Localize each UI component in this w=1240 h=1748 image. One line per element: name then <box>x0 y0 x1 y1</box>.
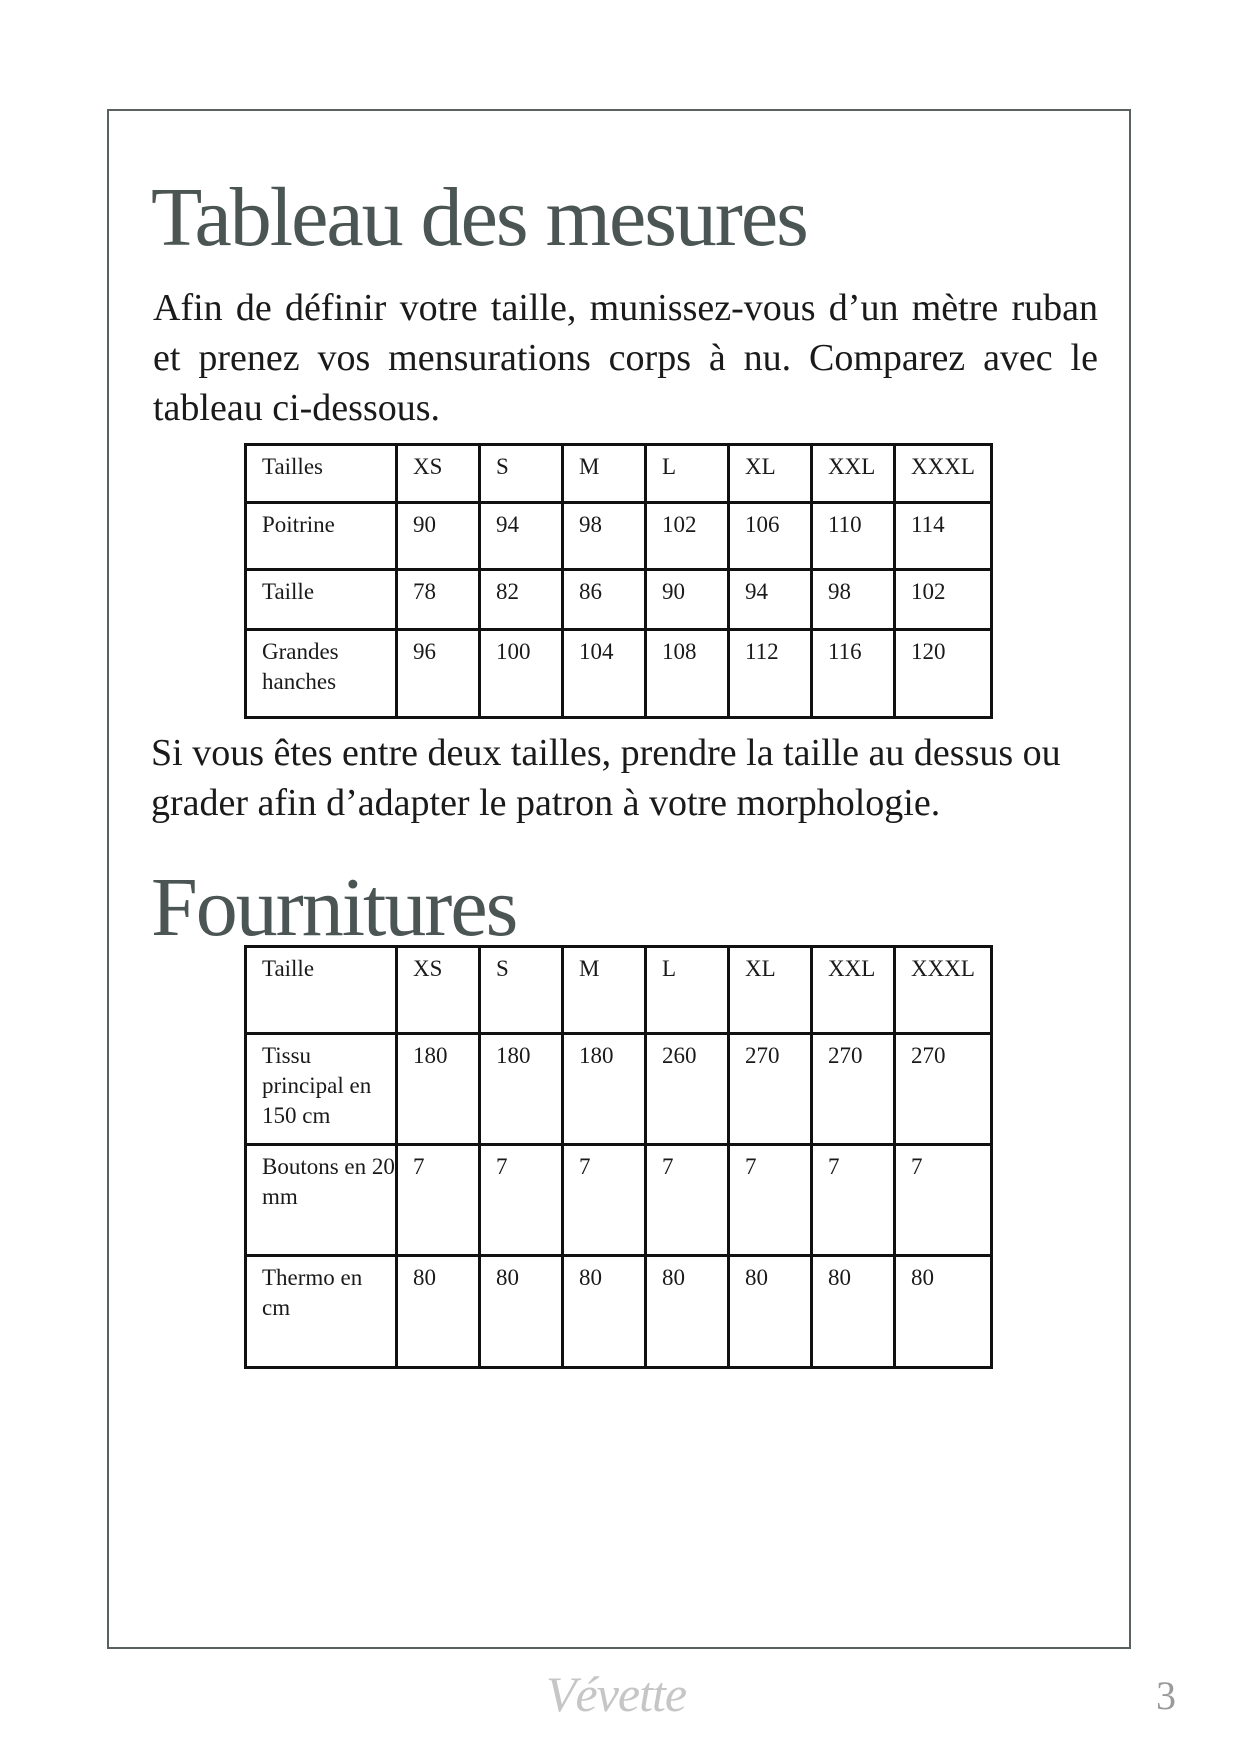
table-cell: 98 <box>812 570 895 630</box>
table-header-cell: Taille <box>246 947 397 1034</box>
table-row <box>246 570 992 630</box>
table-header-cell: S <box>480 445 563 503</box>
table-cell: 7 <box>812 1145 895 1256</box>
table-header-cell: XL <box>729 947 812 1034</box>
table-cell: 78 <box>397 570 480 630</box>
page-number: 3 <box>1156 1673 1176 1718</box>
table-header-cell: XL <box>729 445 812 503</box>
table-header-cell: L <box>646 445 729 503</box>
table-cell: 7 <box>895 1145 992 1256</box>
table-row-label: Taille <box>246 570 397 630</box>
table-cell: 80 <box>397 1256 480 1368</box>
table-header-cell: XXL <box>812 947 895 1034</box>
table-row <box>246 630 992 718</box>
table-cell: 180 <box>480 1034 563 1145</box>
table-header-cell: L <box>646 947 729 1034</box>
table-cell: 98 <box>563 503 646 570</box>
table-cell: 82 <box>480 570 563 630</box>
table-cell: 7 <box>729 1145 812 1256</box>
table-cell: 100 <box>480 630 563 718</box>
table-header-cell: XS <box>397 445 480 503</box>
table-cell: 112 <box>729 630 812 718</box>
table-row <box>246 503 992 570</box>
table-cell: 7 <box>563 1145 646 1256</box>
table-cell: 106 <box>729 503 812 570</box>
table-row-label: Poitrine <box>246 503 397 570</box>
table-cell: 260 <box>646 1034 729 1145</box>
table-row-label: Grandes hanches <box>246 630 397 718</box>
table-cell: 102 <box>895 570 992 630</box>
table-cell: 114 <box>895 503 992 570</box>
table-row <box>246 1256 992 1368</box>
table-cell: 80 <box>563 1256 646 1368</box>
table-cell: 86 <box>563 570 646 630</box>
table-cell: 270 <box>812 1034 895 1145</box>
sizes-heading: Tableau des mesures <box>151 171 807 264</box>
table-row-label: Thermo en cm <box>246 1256 397 1368</box>
table-header-cell: XXXL <box>895 947 992 1034</box>
table-cell: 7 <box>480 1145 563 1256</box>
table-cell: 96 <box>397 630 480 718</box>
table-cell: 80 <box>812 1256 895 1368</box>
table-cell: 120 <box>895 630 992 718</box>
table-cell: 90 <box>646 570 729 630</box>
brand-logo: Vévette <box>546 1666 687 1722</box>
table-cell: 180 <box>563 1034 646 1145</box>
table-cell: 270 <box>895 1034 992 1145</box>
table-cell: 80 <box>646 1256 729 1368</box>
table-header-cell: XXL <box>812 445 895 503</box>
table-row <box>246 1145 992 1256</box>
table-row <box>246 1034 992 1145</box>
table-cell: 90 <box>397 503 480 570</box>
table-cell: 104 <box>563 630 646 718</box>
table-cell: 108 <box>646 630 729 718</box>
table-header-cell: S <box>480 947 563 1034</box>
table-cell: 7 <box>397 1145 480 1256</box>
table-cell: 94 <box>480 503 563 570</box>
table-header-cell: Tailles <box>246 445 397 503</box>
table-cell: 7 <box>646 1145 729 1256</box>
size-note-paragraph: Si vous êtes entre deux tailles, prendre la taille au dessus ou grader afin d’adapter le patron à votre morphologie. <box>151 732 1061 824</box>
table-header-cell: XS <box>397 947 480 1034</box>
intro-paragraph: Afin de définir votre taille, munissez-vous d’un mètre ruban et prenez vos mensurations corps à nu. Comparez avec le tableau ci-dessous. <box>153 287 1098 429</box>
table-cell: 80 <box>480 1256 563 1368</box>
table-row-label: Tissu principal en 150 cm <box>246 1034 397 1145</box>
table-cell: 80 <box>895 1256 992 1368</box>
table-cell: 270 <box>729 1034 812 1145</box>
table-header-cell: M <box>563 445 646 503</box>
table-header-cell: XXXL <box>895 445 992 503</box>
table-cell: 110 <box>812 503 895 570</box>
table-cell: 80 <box>729 1256 812 1368</box>
table-header-row <box>246 947 992 1034</box>
table-header-cell: M <box>563 947 646 1034</box>
table-cell: 180 <box>397 1034 480 1145</box>
table-cell: 94 <box>729 570 812 630</box>
supplies-heading: Fournitures <box>151 861 517 954</box>
table-row-label: Boutons en 20 mm <box>246 1145 397 1256</box>
sizes-table <box>244 443 993 719</box>
table-header-row <box>246 445 992 503</box>
table-cell: 116 <box>812 630 895 718</box>
supplies-table <box>244 945 993 1369</box>
table-cell: 102 <box>646 503 729 570</box>
